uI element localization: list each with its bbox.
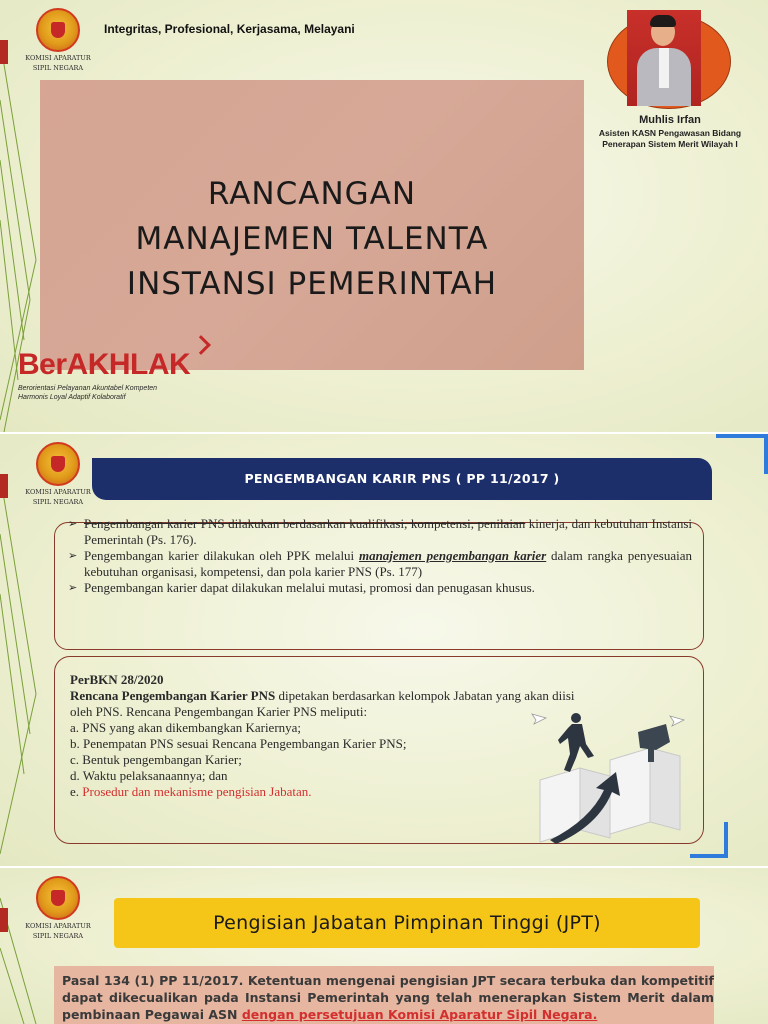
presenter-role-line1: Asisten KASN Pengawasan Bidang bbox=[598, 128, 742, 138]
bullet-item-3 bbox=[68, 580, 692, 596]
perbkn-lead bbox=[70, 688, 690, 704]
berakhlak-logo: BerAKHLAK bbox=[18, 348, 191, 381]
bullet-3-text: Pengembangan karier dapat dilakukan melalui mutasi, promosi dan penugasan khusus. bbox=[84, 580, 535, 595]
presenter-role bbox=[578, 128, 762, 150]
bullet-2-pre: Pengembangan karier dilakukan oleh PPK melalui bbox=[84, 548, 359, 563]
bullet-2-post: dalam rangka penyesuaian kebutuhan organisasi, kompetensi, dan pola karier PNS (Ps. 177) bbox=[84, 548, 692, 579]
slide-jpt bbox=[0, 868, 768, 1024]
garuda-emblem-icon bbox=[36, 442, 80, 486]
garuda-emblem-icon bbox=[36, 876, 80, 920]
photo-shirt-shape bbox=[659, 48, 669, 88]
photo-hair-shape bbox=[650, 15, 676, 27]
bullet-item-1 bbox=[68, 516, 692, 548]
bullet-item-2 bbox=[68, 548, 692, 580]
bullet-1-line1: Pengembangan karier PNS dilakukan berdasarkan kualifikasi, kompetensi, penilaian bbox=[84, 516, 526, 531]
presenter-name: Muhlis Irfan bbox=[639, 114, 701, 126]
blue-corner-accent bbox=[764, 434, 768, 474]
kasn-logo bbox=[13, 8, 103, 72]
title-line-2: MANAJEMEN TALENTA bbox=[135, 221, 489, 257]
logo-text-line2: SIPIL NEGARA bbox=[32, 932, 84, 940]
logo-text-line1: KOMISI APARATUR bbox=[25, 54, 91, 62]
kasn-logo bbox=[13, 876, 103, 940]
slide-career-development bbox=[0, 434, 768, 866]
section-banner: PENGEMBANGAN KARIR PNS ( PP 11/2017 ) bbox=[92, 458, 712, 500]
blue-corner-accent bbox=[716, 434, 768, 438]
tagline-1: Berorientasi Pelayanan Akuntabel Kompeten bbox=[18, 385, 158, 392]
slide-title-text bbox=[40, 172, 584, 307]
logo-text-line2: SIPIL NEGARA bbox=[32, 64, 84, 72]
perbkn-item-c: c. Bentuk pengembangan Karier; bbox=[70, 752, 242, 767]
perbkn-lead-bold: Rencana Pengembangan Karier PNS bbox=[70, 688, 276, 703]
kasn-logo bbox=[13, 442, 103, 506]
red-accent-bar bbox=[0, 474, 8, 498]
perbkn-item-e-text: Prosedur dan mekanisme pengisian Jabatan. bbox=[82, 784, 312, 799]
red-accent-bar bbox=[0, 908, 8, 932]
blue-corner-accent bbox=[724, 822, 728, 858]
pasal-text bbox=[62, 972, 714, 1023]
presenter-role-line2: Penerapan Sistem Merit Wilayah I bbox=[602, 139, 738, 149]
pp-bullet-list bbox=[68, 516, 692, 596]
perbkn-heading: PerBKN 28/2020 bbox=[70, 672, 164, 687]
perbkn-item-b: b. Penempatan PNS sesuai Rencana Pengembangan Karier PNS; bbox=[70, 736, 407, 751]
perbkn-lead-rest: dipetakan berdasarkan kelompok Jabatan yang akan diisi bbox=[275, 688, 575, 703]
title-line-1: RANCANGAN bbox=[207, 176, 417, 212]
perbkn-item-a: a. PNS yang akan dikembangkan Kariernya; bbox=[70, 720, 302, 735]
bullet-2-emphasis: manajemen pengembangan karier bbox=[358, 548, 547, 563]
slide-title bbox=[0, 0, 768, 432]
logo-text-line1: KOMISI APARATUR bbox=[25, 922, 91, 930]
perbkn-line2: oleh PNS. Rencana Pengembangan Karier PNS meliputi: bbox=[70, 704, 368, 719]
perbkn-item-d: d. Waktu pelaksanaannya; dan bbox=[70, 768, 228, 783]
pasal-main: Pasal 134 (1) PP 11/2017. Ketentuan mengenai pengisian JPT secara terbuka dan kompetitif dapat dikecualikan pada Instansi Pemerintah yang telah menerapkan Sistem Merit dalam pembinaan Pegawai ASN bbox=[62, 973, 714, 1022]
jpt-heading: Pengisian Jabatan Pimpinan Tinggi (JPT) bbox=[114, 898, 700, 948]
red-accent-bar bbox=[0, 40, 8, 64]
title-line-3: INSTANSI PEMERINTAH bbox=[126, 266, 498, 302]
bullet-1-line2: kinerja, dan kebutuhan Instansi Pemerintah (Ps. 176). bbox=[84, 516, 692, 547]
presenter-photo bbox=[627, 10, 701, 106]
career-ladder-illustration-icon bbox=[520, 710, 698, 844]
garuda-emblem-icon bbox=[36, 8, 80, 52]
tagline-2: Harmonis Loyal Adaptif Kolaboratif bbox=[18, 394, 126, 401]
logo-text-line2: SIPIL NEGARA bbox=[32, 498, 84, 506]
berakhlak-taglines bbox=[18, 384, 157, 402]
motto: Integritas, Profesional, Kerjasama, Melayani bbox=[104, 22, 355, 36]
perbkn-item-e-label: e. bbox=[70, 784, 83, 799]
logo-text-line1: KOMISI APARATUR bbox=[25, 488, 91, 496]
pasal-red: dengan persetujuan Komisi Aparatur Sipil Negara. bbox=[241, 1007, 598, 1022]
blue-corner-accent bbox=[690, 854, 728, 858]
